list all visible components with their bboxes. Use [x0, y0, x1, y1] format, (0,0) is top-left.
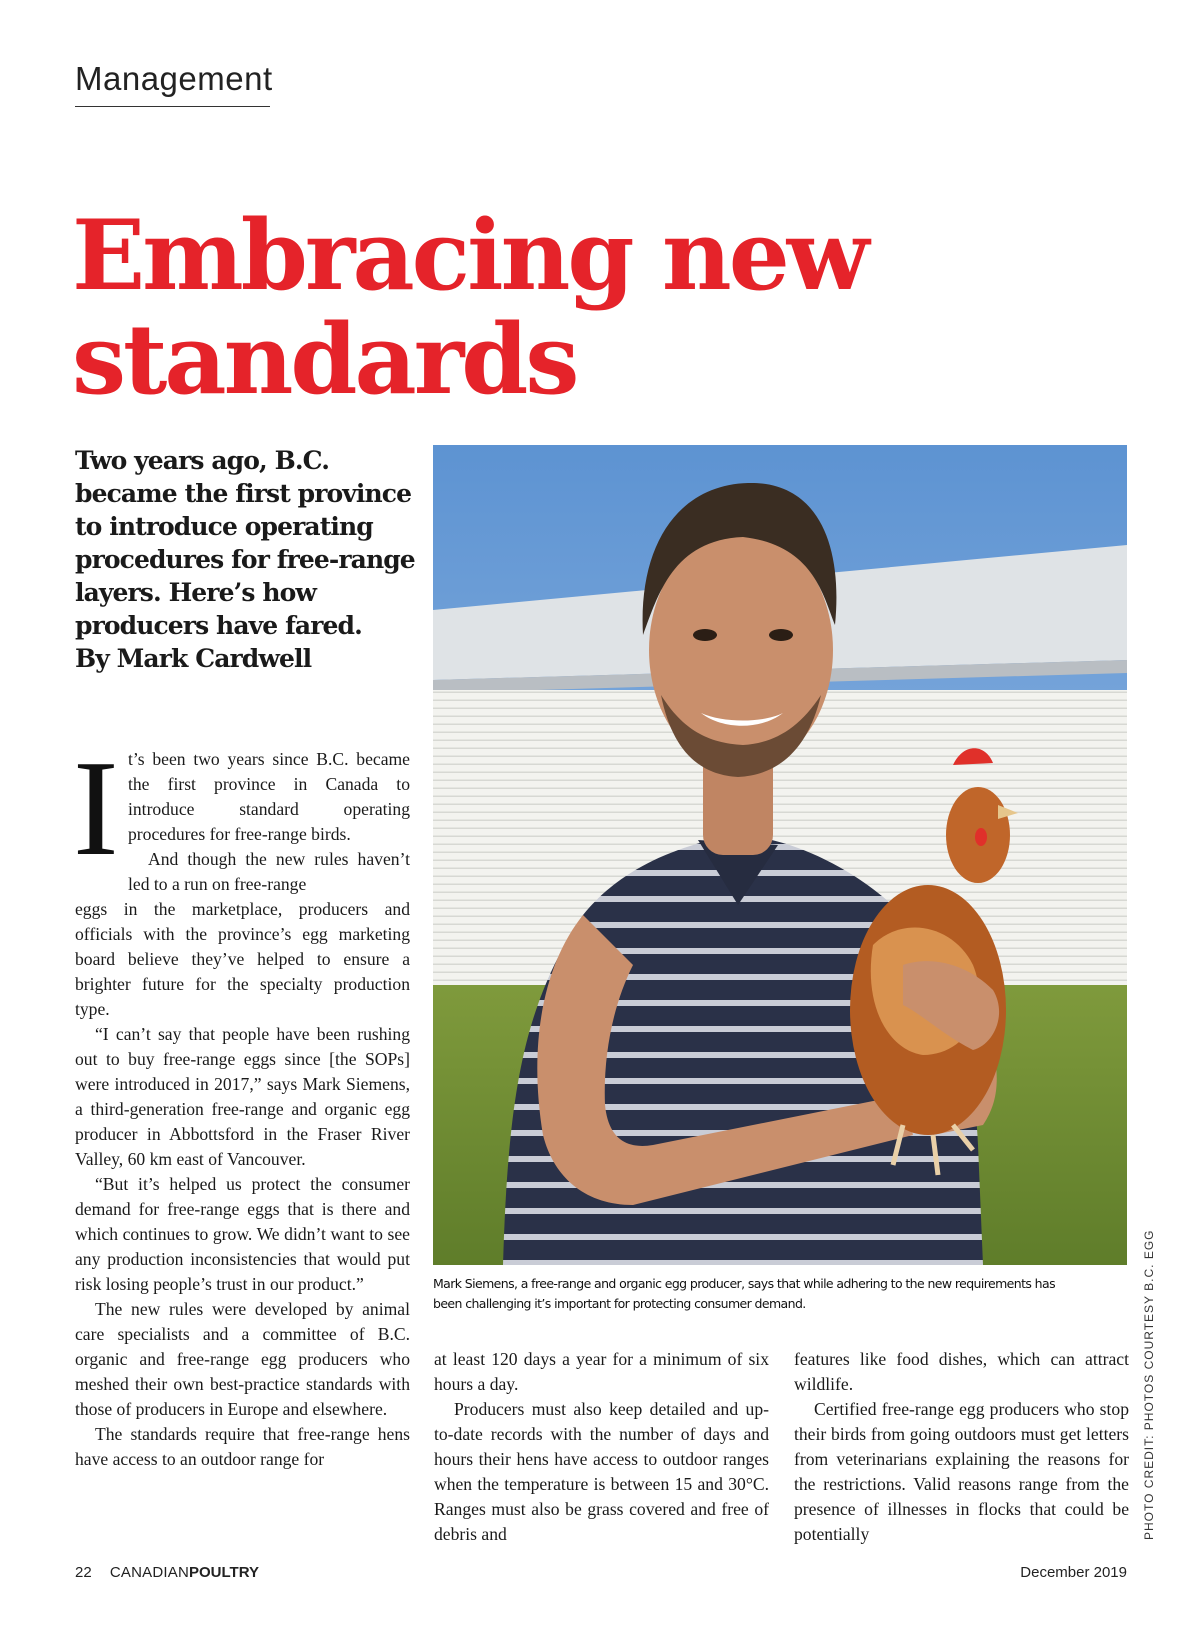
article-column-1: [75, 897, 410, 1472]
article-column-1-intro: [75, 747, 410, 897]
footer-left: [75, 1564, 259, 1581]
photo-caption: [433, 1274, 1133, 1314]
magazine-name-a: CANADIAN: [109, 1564, 189, 1581]
page-number: 22: [75, 1564, 92, 1581]
byline: By Mark Cardwell: [75, 644, 312, 673]
issue-date: December 2019: [1020, 1564, 1127, 1581]
paragraph: t’s been two years since B.C. became the first province in Canada to introduce standard operating procedures for free-range birds.: [128, 749, 410, 844]
paragraph: Certified free-range egg producers who stop their birds from going outdoors must get letters from veterinarians explaining the reasons for the restrictions. Valid reasons range from the presence of illnesses in flocks that could be potentially: [794, 1399, 1129, 1544]
photo-credit: PHOTO CREDIT: PHOTOS COURTESY B.C. EGG: [1142, 1229, 1156, 1540]
headline: Embracing new standards: [72, 199, 867, 416]
paragraph: The standards require that free-range hens have access to an outdoor range for: [75, 1424, 410, 1469]
paragraph: And though the new rules haven’t led to a run on free-range: [128, 849, 410, 894]
deck-line: layers. Here’s how: [75, 578, 317, 607]
drop-cap: I: [73, 732, 119, 884]
paragraph: at least 120 days a year for a minimum of six hours a day.: [434, 1349, 769, 1394]
paragraph: Producers must also keep detailed and up-to-date records with the number of days and hours their hens have access to outdoor ranges when the temperature is between 15 and 30°C. Ranges must also be grass covered and free of debris and: [434, 1399, 769, 1544]
caption-line: Mark Siemens, a free-range and organic egg producer, says that while adhering to the new requirements has: [433, 1276, 1055, 1291]
deck-line: to introduce operating: [75, 512, 373, 541]
paragraph: features like food dishes, which can attract wildlife.: [794, 1349, 1129, 1394]
article-column-2: [434, 1347, 769, 1547]
deck-line: became the first province: [75, 479, 412, 508]
deck-line: Two years ago, B.C.: [75, 446, 329, 475]
deck-line: procedures for free-range: [75, 545, 415, 574]
deck-line: producers have fared.: [75, 611, 362, 640]
magazine-name-b: POULTRY: [188, 1564, 259, 1581]
section-label: Management: [75, 60, 270, 107]
photo-illustration: [433, 445, 1127, 1265]
paragraph: The new rules were developed by animal care specialists and a committee of B.C. organic and free-range egg producers who meshed their own best-practice standards with those of producers in Europe and elsewhere.: [75, 1299, 410, 1419]
article-photo: [433, 445, 1127, 1265]
paragraph: “I can’t say that people have been rushing out to buy free-range eggs since [the SOPs] were introduced in 2017,” says Mark Siemens, a third-generation free-range and organic egg producer in Abbottsford in the Fraser River Valley, 60 km east of Vancouver.: [75, 1024, 410, 1169]
deck: [75, 444, 415, 675]
paragraph: “But it’s helped us protect the consumer demand for free-range eggs that is there and which continues to grow. We didn’t want to see any production inconsistencies that would put risk losing people’s trust in our product.”: [75, 1174, 410, 1294]
paragraph: eggs in the marketplace, producers and officials with the province’s egg marketing board believe they’ve helped to ensure a brighter future for the specialty production type.: [75, 899, 410, 1019]
article-column-3: [794, 1347, 1129, 1547]
caption-line: been challenging it’s important for protecting consumer demand.: [433, 1296, 806, 1311]
